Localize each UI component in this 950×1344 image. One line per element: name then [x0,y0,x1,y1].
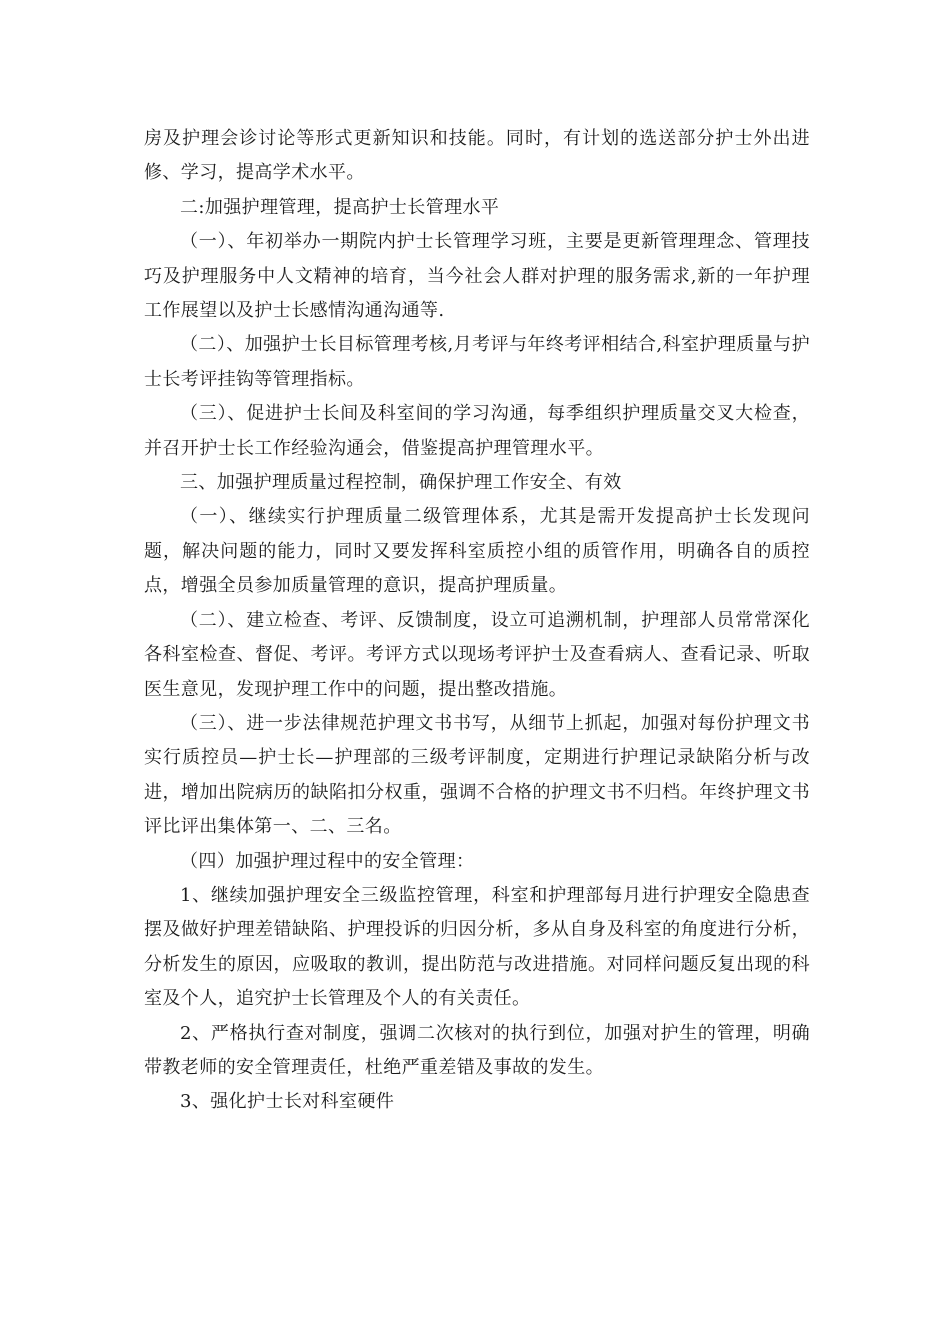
paragraph: 1、继续加强护理安全三级监控管理，科室和护理部每月进行护理安全隐患查摆及做好护理差错缺陷、护理投诉的归因分析，多从自身及科室的角度进行分析，分析发生的原因，应吸取的教训，提出防范与改进措施。对同样问题反复出现的科室及个人，追究护士长管理及个人的有关责任。 [144,884,810,1010]
paragraph: （三）、进一步法律规范护理文书书写，从细节上抓起，加强对每份护理文书实行质控员—护士长—护理部的三级考评制度，定期进行护理记录缺陷分析与改进，增加出院病历的缺陷扣分权重，强调不合格的护理文书不归档。年终护理文书评比评出集体第一、二、三名。 [144,712,810,838]
paragraph: 3、强化护士长对科室硬件 [180,1091,395,1113]
paragraph: （一）、年初举办一期院内护士长管理学习班，主要是更新管理理念、管理技巧及护理服务中人文精神的培育，当今社会人群对护理的服务需求,新的一年护理工作展望以及护士长感情沟通沟通等. [144,231,810,322]
paragraph: 2、严格执行查对制度，强调二次核对的执行到位，加强对护生的管理，明确带教老师的安全管理责任，杜绝严重差错及事故的发生。 [144,1022,810,1078]
subsection-heading: （四）加强护理过程中的安全管理： [180,850,475,872]
paragraph: （三）、促进护士长间及科室间的学习沟通，每季组织护理质量交叉大检查，并召开护士长工作经验沟通会，借鉴提高护理管理水平。 [144,403,810,459]
section-heading: 三、加强护理质量过程控制，确保护理工作安全、有效 [180,472,622,494]
paragraph: （一）、继续实行护理质量二级管理体系，尤其是需开发提高护士长发现问题，解决问题的能力，同时又要发挥科室质控小组的质管作用，明确各自的质控点，增强全员参加质量管理的意识，提高护理质量。 [144,506,810,597]
section-heading: 二:加强护理管理，提高护士长管理水平 [180,196,500,218]
document-body [144,122,810,1120]
paragraph: （二）、建立检查、考评、反馈制度，设立可追溯机制，护理部人员常常深化各科室检查、督促、考评。考评方式以现场考评护士及查看病人、查看记录、听取医生意见，发现护理工作中的问题，提出整改措施。 [144,609,810,700]
paragraph: 房及护理会诊讨论等形式更新知识和技能。同时，有计划的选送部分护士外出进修、学习，提高学术水平。 [144,128,810,184]
paragraph: （二）、加强护士长目标管理考核,月考评与年终考评相结合,科室护理质量与护士长考评挂钩等管理指标。 [144,334,810,390]
